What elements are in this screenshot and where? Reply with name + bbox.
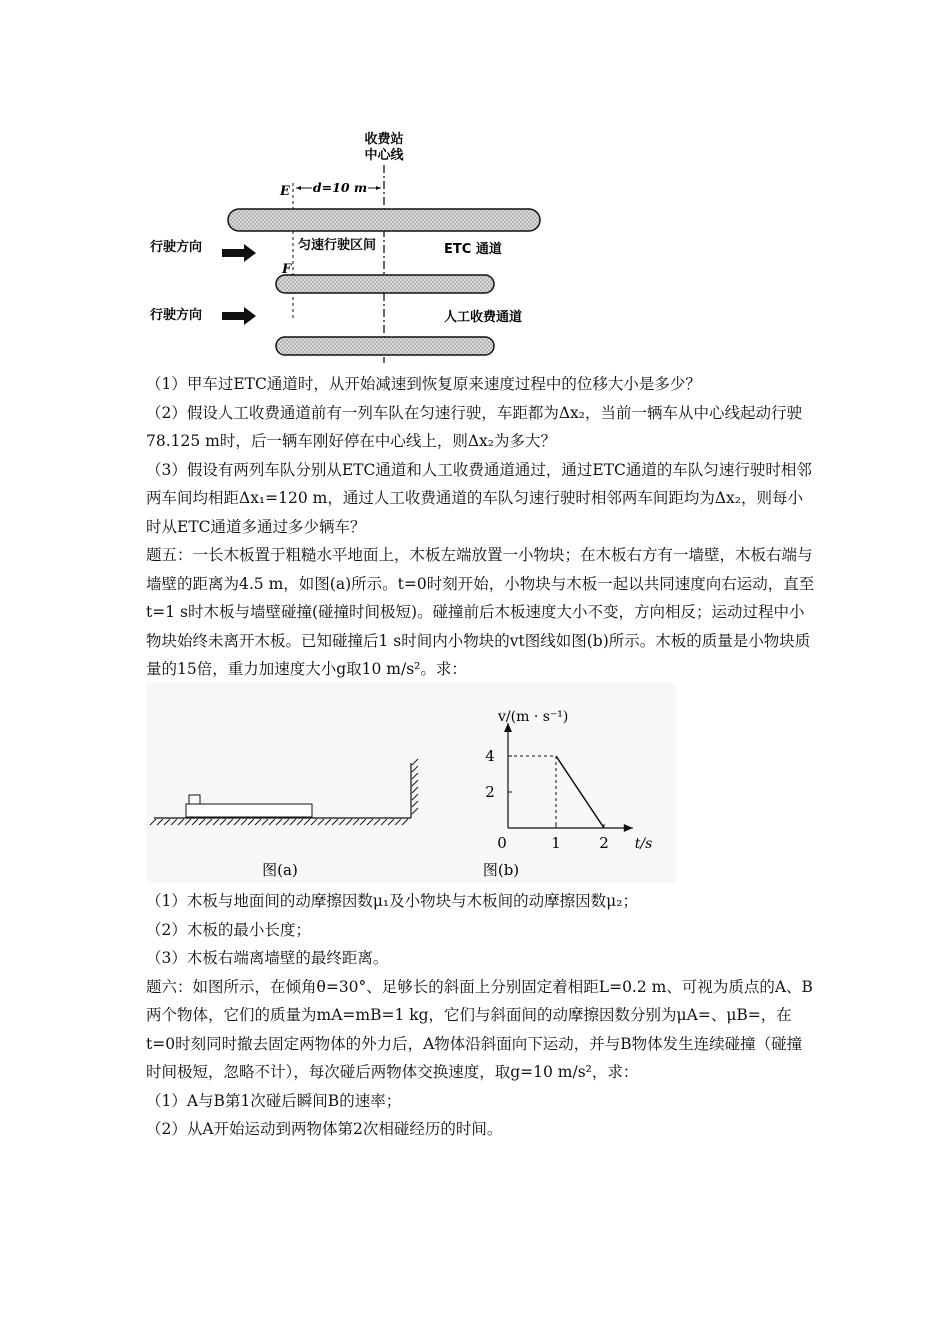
figure-a bbox=[150, 759, 418, 879]
ground-hatch bbox=[325, 819, 331, 825]
centerline-label: 中心线 bbox=[364, 148, 404, 163]
p6-part-2: （2）从A开始运动到两物体第2次相碰经历的时间。 bbox=[146, 1120, 503, 1138]
wall-hatch bbox=[412, 801, 418, 807]
uniform-zone-label: 匀速行驶区间 bbox=[298, 238, 377, 253]
ground-hatch bbox=[150, 819, 156, 825]
wall-hatch bbox=[412, 787, 418, 793]
ground-hatch bbox=[304, 819, 310, 825]
ground-hatch bbox=[360, 819, 366, 825]
ground-hatch bbox=[381, 819, 387, 825]
caption-a: 图(a) bbox=[262, 861, 298, 879]
ground-hatch bbox=[297, 819, 303, 825]
point-e-label: E bbox=[280, 184, 290, 199]
ground-hatch bbox=[290, 819, 296, 825]
direction-label-1: 行驶方向 bbox=[150, 240, 203, 255]
board-and-vt-figure bbox=[146, 683, 676, 883]
ground-hatch bbox=[318, 819, 324, 825]
ground-hatch bbox=[367, 819, 373, 825]
ground-hatch bbox=[339, 819, 345, 825]
ground-hatch bbox=[227, 819, 233, 825]
ground-hatch bbox=[178, 819, 184, 825]
x-tick-label: 2 bbox=[599, 834, 609, 852]
ground-hatch bbox=[185, 819, 191, 825]
wall-hatch bbox=[412, 766, 418, 772]
etc-lane-diagram bbox=[140, 125, 560, 365]
ground-hatch bbox=[199, 819, 205, 825]
small-block bbox=[189, 795, 200, 804]
ground-hatch bbox=[388, 819, 394, 825]
direction-arrow-icon bbox=[222, 244, 256, 262]
p5-part-3: （3）木板右端离墙壁的最终距离。 bbox=[146, 949, 389, 967]
ground-hatch bbox=[164, 819, 170, 825]
wall-hatch bbox=[412, 780, 418, 786]
caption-b: 图(b) bbox=[482, 861, 520, 879]
wall-hatch bbox=[412, 794, 418, 800]
ground-hatch bbox=[374, 819, 380, 825]
ground-hatch bbox=[269, 819, 275, 825]
ground-hatch bbox=[255, 819, 261, 825]
wall-hatch bbox=[412, 773, 418, 779]
direction-arrow-icon bbox=[222, 307, 256, 325]
direction-label-2: 行驶方向 bbox=[150, 308, 203, 323]
x-axis-arrow bbox=[624, 824, 633, 832]
x-tick-label: 1 bbox=[551, 834, 561, 852]
ground-hatch bbox=[395, 819, 401, 825]
point-f-label: F bbox=[282, 262, 292, 277]
q4-part-3: （3）假设有两列车队分别从ETC通道和人工收费通道通过，通过ETC通道的车队匀速行驶时相邻两车间均相距Δx₁=120 m，通过人工收费通道的车队匀速行驶时相邻两车间距均为Δx₂，则每小时从ETC通道多通过多少辆车？ bbox=[146, 460, 812, 536]
ground-hatch bbox=[283, 819, 289, 825]
x-axis-label: t/s bbox=[634, 836, 653, 852]
q4-part-2: （2）假设人工收费通道前有一列车队在匀速行驶，车距都为Δx₂，当前一辆车从中心线起动行驶78.125 m时，后一辆车刚好停在中心线上，则Δx₂为多大？ bbox=[146, 403, 803, 450]
ground-hatch bbox=[353, 819, 359, 825]
ground-hatch bbox=[262, 819, 268, 825]
etc-lane-label: ETC 通道 bbox=[444, 242, 502, 257]
y-tick-label: 2 bbox=[485, 783, 495, 801]
p6-part-1: （1）A与B第1次碰后瞬间B的速率； bbox=[146, 1091, 402, 1110]
vt-chart bbox=[483, 709, 652, 879]
ground-hatch bbox=[276, 819, 282, 825]
ground-hatch bbox=[346, 819, 352, 825]
wooden-board bbox=[186, 804, 312, 817]
ground-hatch bbox=[332, 819, 338, 825]
ground-hatch bbox=[241, 819, 247, 825]
ground-hatch bbox=[220, 819, 226, 825]
problem-text-block-2 bbox=[146, 887, 816, 1144]
manual-lane-label: 人工收费通道 bbox=[444, 310, 523, 325]
distance-label: d=10 m bbox=[312, 180, 368, 195]
y-tick-label: 4 bbox=[485, 747, 495, 765]
wall-hatch bbox=[412, 808, 418, 814]
ground-hatch bbox=[157, 819, 163, 825]
problem-text-block bbox=[146, 370, 816, 684]
ground-hatch bbox=[213, 819, 219, 825]
p5-part-1: （1）木板与地面间的动摩擦因数μ₁及小物块与木板间的动摩擦因数μ₂； bbox=[146, 892, 638, 910]
ground-hatch bbox=[171, 819, 177, 825]
manual-lane-barrier-bottom bbox=[276, 337, 494, 355]
p5-part-2: （2）木板的最小长度； bbox=[146, 920, 311, 939]
ground-hatch bbox=[248, 819, 254, 825]
lane-divider-barrier bbox=[276, 275, 494, 293]
problem5-statement: 题五：一长木板置于粗糙水平地面上，木板左端放置一小物块；在木板右方有一墙壁，木板右端与墙壁的距离为4.5 m，如图(a)所示。t=0时刻开始，小物块与木板一起以共同速度向右运动，直至t=1 s时木板与墙壁碰撞(碰撞时间极短)。碰撞前后木板速度大小不变，方向相反；运动过程中小物块始终未离开木板。已知碰撞后1 s时间内小物块的vt图线如图(b)所示。木板的质量是小物块质量的15倍，重力加速度大小g取10 m/s²。求： bbox=[146, 546, 815, 678]
x-tick-label: 0 bbox=[497, 834, 507, 852]
y-axis-label: v/(m · s⁻¹) bbox=[498, 709, 569, 725]
etc-lane-barrier-top bbox=[228, 209, 540, 231]
series-line-segment bbox=[556, 756, 604, 828]
ground-hatch bbox=[402, 819, 408, 825]
ground-hatch bbox=[234, 819, 240, 825]
station-label: 收费站 bbox=[364, 132, 404, 147]
ground-hatch bbox=[192, 819, 198, 825]
ground-hatch bbox=[311, 819, 317, 825]
wall-hatch bbox=[412, 759, 418, 765]
ground-hatch bbox=[206, 819, 212, 825]
problem6-statement: 题六：如图所示，在倾角θ=30°、足够长的斜面上分别固定着相距L=0.2 m、可视为质点的A、B两个物体，它们的质量为mA=mB=1 kg，它们与斜面间的动摩擦因数分别为μA=、μB=，在t=0时刻同时撤去固定两物体的外力后，A物体沿斜面向下运动，并与B物体发生连续碰撞（碰撞时间极短，忽略不计），每次碰后两物体交换速度，取g=10 m/s²，求： bbox=[146, 977, 813, 1081]
q4-part-1: （1）甲车过ETC通道时，从开始减速到恢复原来速度过程中的位移大小是多少？ bbox=[146, 375, 701, 393]
